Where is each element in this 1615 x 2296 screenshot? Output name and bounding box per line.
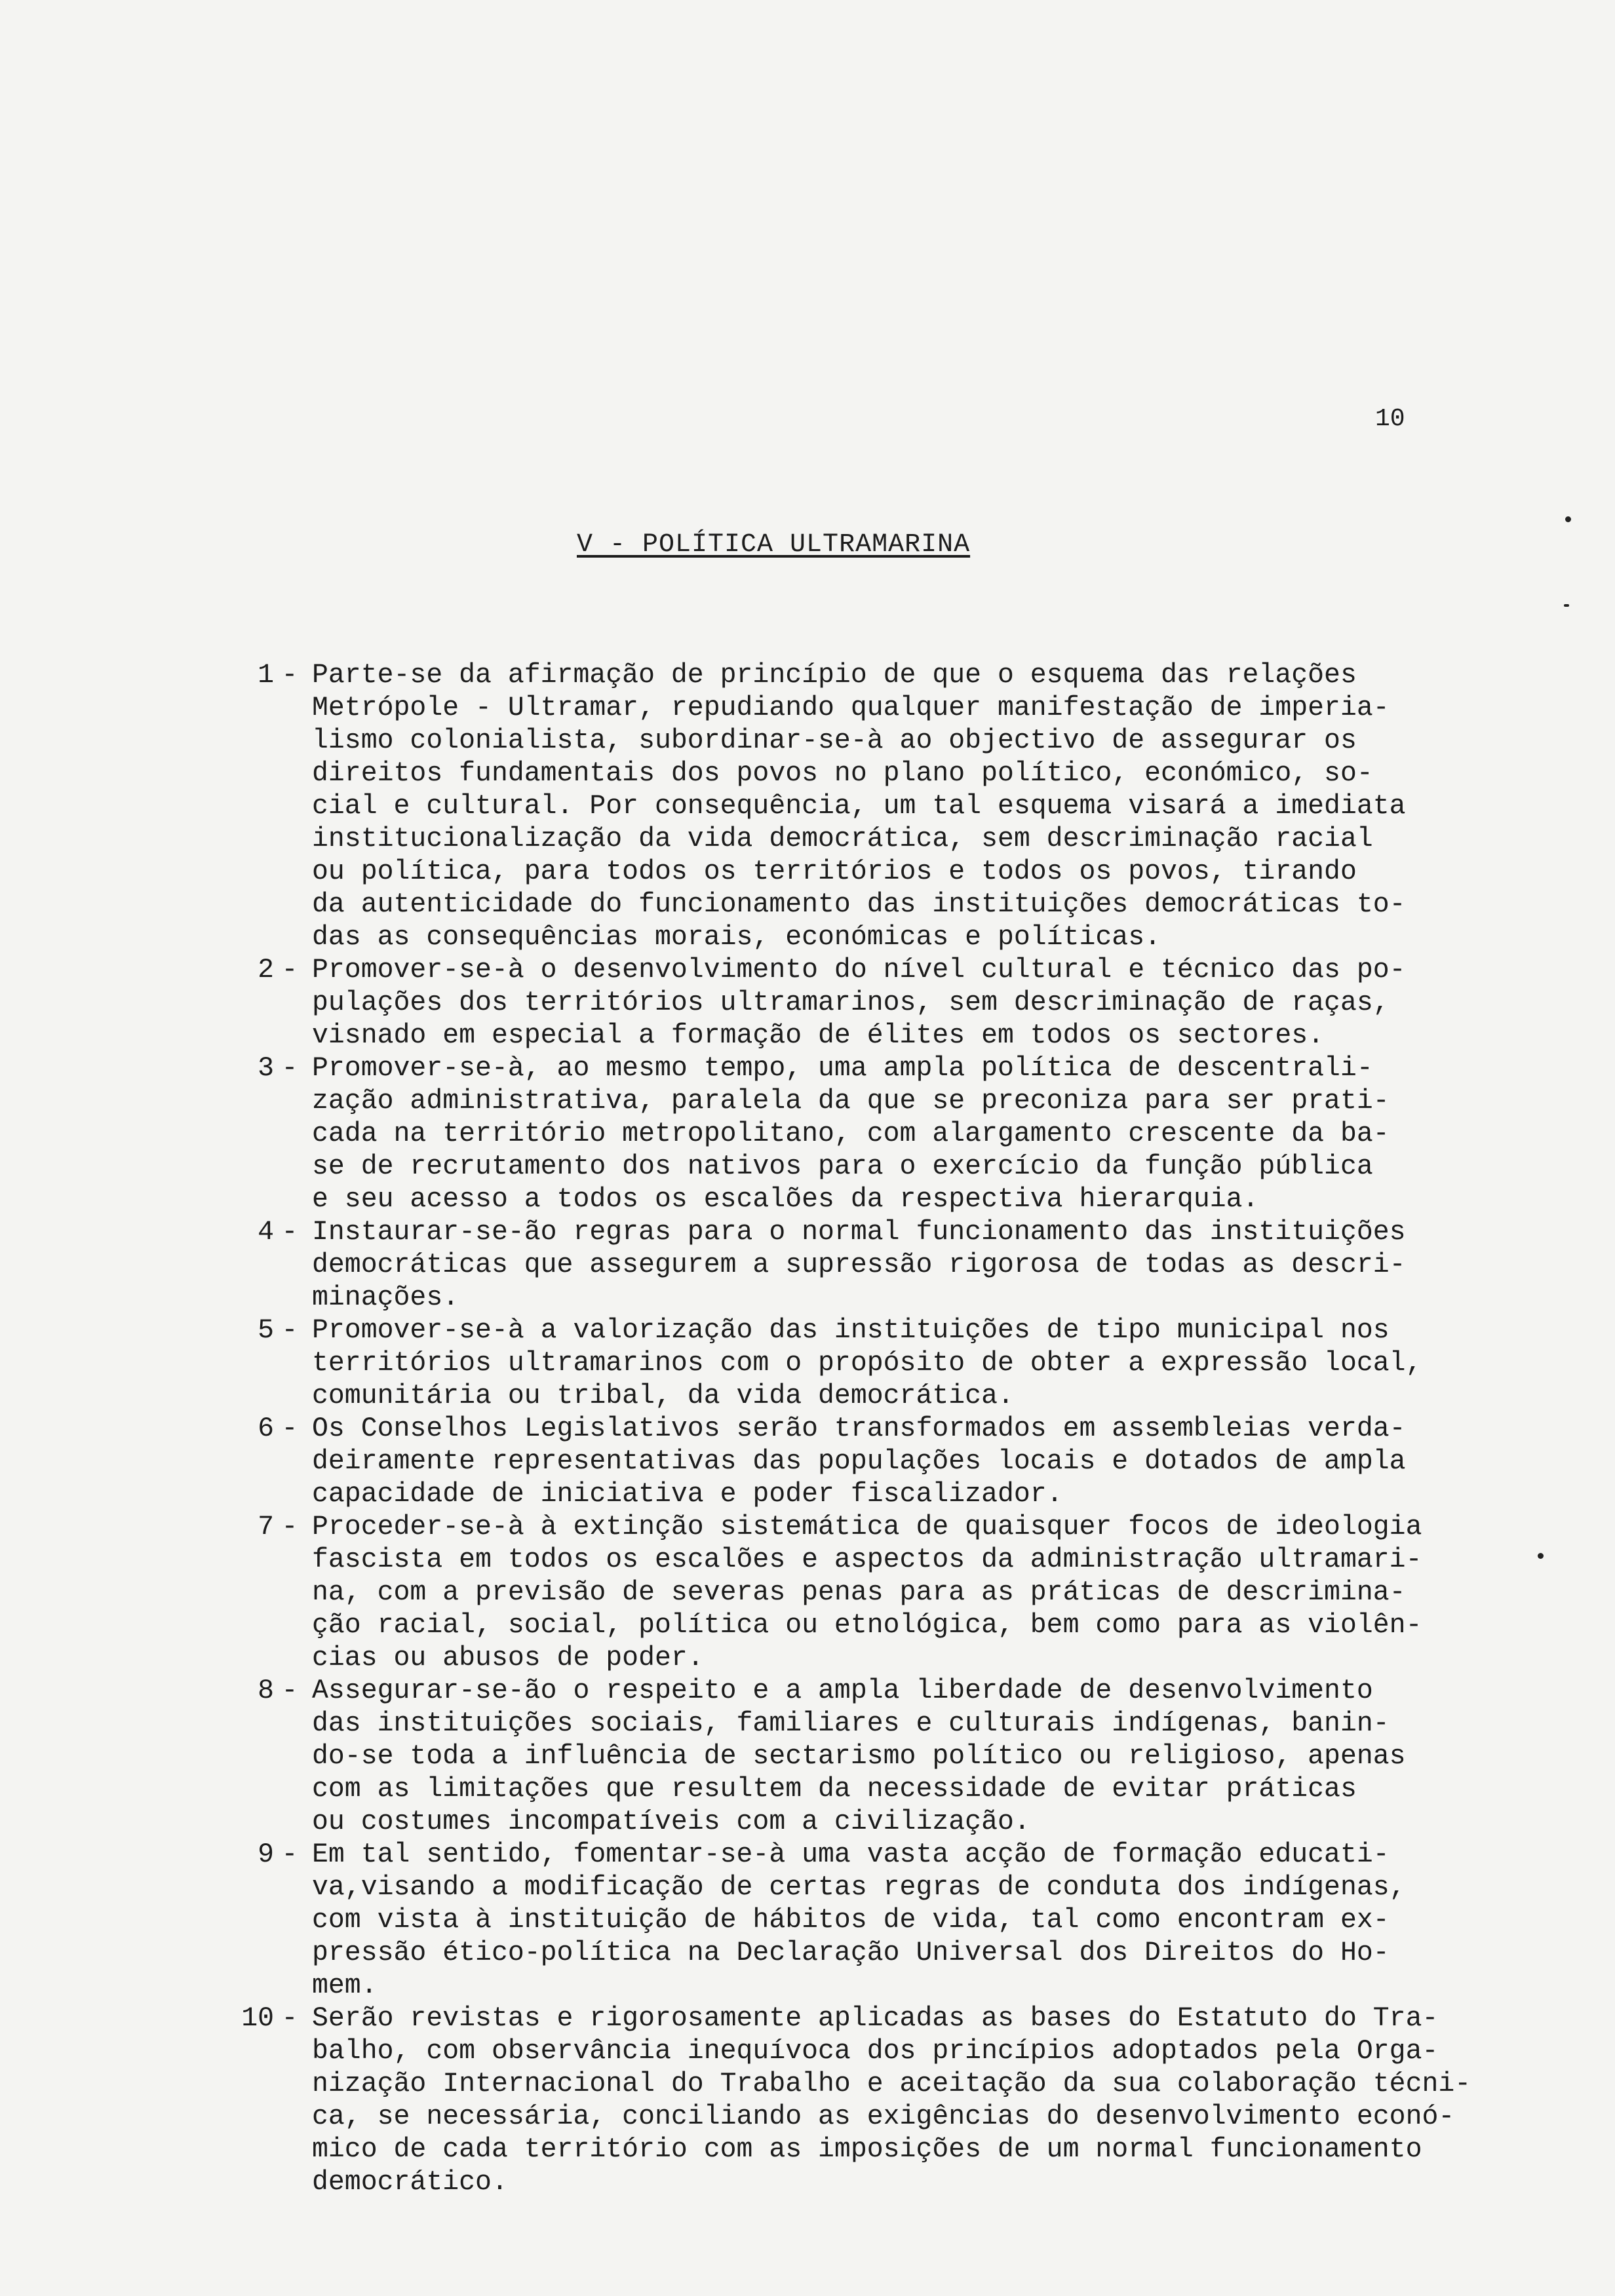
item-text-line: institucionalização da vida democrática, sem descriminação racial <box>312 824 1373 854</box>
policy-item <box>190 1839 1514 2002</box>
item-text-line: Instaurar-se-ão regras para o normal funcionamento das instituições <box>312 1217 1406 1248</box>
item-number: 7 <box>258 1512 274 1542</box>
item-dash: - <box>281 1839 298 1870</box>
item-text-line: va,visando a modificação de certas regras de conduta dos indígenas, <box>312 1872 1406 1903</box>
margin-dot <box>1564 604 1569 607</box>
item-text-line: zação administrativa, paralela da que se preconiza para ser prati- <box>312 1086 1390 1117</box>
policy-item <box>190 1413 1514 1511</box>
policy-item <box>190 2002 1514 2199</box>
item-dash: - <box>281 1675 298 1706</box>
margin-dot <box>1565 516 1571 522</box>
policy-item <box>190 1216 1514 1314</box>
item-dash: - <box>281 1512 298 1542</box>
item-number: 5 <box>258 1315 274 1346</box>
item-text-line: Proceder-se-à à extinção sistemática de quaisquer focos de ideologia <box>312 1512 1422 1542</box>
item-dash: - <box>281 1315 298 1346</box>
section-heading <box>577 529 970 561</box>
item-dash: - <box>281 660 298 691</box>
item-text-line: se de recrutamento dos nativos para o exercício da função pública <box>312 1151 1373 1182</box>
item-text-line: e seu acesso a todos os escalões da respectiva hierarquia. <box>312 1184 1259 1215</box>
item-text-line: com vista à instituição de hábitos de vida, tal como encontram ex- <box>312 1905 1390 1936</box>
item-text-line: democráticas que assegurem a supressão rigorosa de todas as descri- <box>312 1250 1406 1280</box>
item-text-line: Promover-se-à a valorização das instituições de tipo municipal nos <box>312 1315 1390 1346</box>
item-text-line: deiramente representativas das populações locais e dotados de ampla <box>312 1446 1406 1477</box>
item-text-line: ou política, para todos os territórios e todos os povos, tirando <box>312 856 1357 887</box>
item-text-line: cial e cultural. Por consequência, um tal esquema visará a imediata <box>312 791 1406 822</box>
item-dash: - <box>281 2003 298 2034</box>
item-text-line: ca, se necessária, conciliando as exigências do desenvolvimento econó- <box>312 2101 1455 2132</box>
item-text-line: Parte-se da afirmação de princípio de que o esquema das relações <box>312 660 1357 691</box>
item-text-line: ção racial, social, política ou etnológica, bem como para as violên- <box>312 1610 1422 1641</box>
item-text-line: Os Conselhos Legislativos serão transformados em assembleias verda- <box>312 1413 1406 1444</box>
item-text <box>312 2002 1514 2199</box>
policy-item <box>190 1052 1514 1216</box>
item-number: 8 <box>258 1675 274 1706</box>
item-text <box>312 1052 1514 1216</box>
policy-item <box>190 1314 1514 1413</box>
item-text-line: mem. <box>312 1970 378 2001</box>
item-number: 3 <box>258 1053 274 1084</box>
item-text-line: das instituições sociais, familiares e culturais indígenas, banin- <box>312 1708 1390 1739</box>
item-text-line: do-se toda a influência de sectarismo político ou religioso, apenas <box>312 1741 1406 1772</box>
item-text-line: nização Internacional do Trabalho e aceitação da sua colaboração técni- <box>312 2069 1471 2099</box>
item-text <box>312 954 1514 1052</box>
item-text-line: democrático. <box>312 2167 508 2198</box>
policy-item <box>190 659 1514 954</box>
item-text-line: cada na território metropolitano, com alargamento crescente da ba- <box>312 1119 1390 1149</box>
item-text-line: minações. <box>312 1282 459 1313</box>
item-text-line: Metrópole - Ultramar, repudiando qualquer manifestação de imperia- <box>312 693 1390 723</box>
item-text <box>312 1216 1514 1314</box>
item-text-line: Assegurar-se-ão o respeito e a ampla liberdade de desenvolvimento <box>312 1675 1373 1706</box>
item-text <box>312 659 1514 954</box>
item-text-line: mico de cada território com as imposições de um normal funcionamento <box>312 2134 1422 2165</box>
item-text-line: territórios ultramarinos com o propósito de obter a expressão local, <box>312 1348 1422 1379</box>
item-dash: - <box>281 1217 298 1248</box>
item-number: 10 <box>241 2003 274 2034</box>
policy-item <box>190 954 1514 1052</box>
item-text <box>312 1314 1514 1413</box>
item-text-line: direitos fundamentais dos povos no plano político, económico, so- <box>312 758 1373 789</box>
margin-dot <box>1538 1553 1544 1559</box>
item-text-line: comunitária ou tribal, da vida democrática. <box>312 1381 1014 1411</box>
item-text-line: pressão ético-política na Declaração Universal dos Direitos do Ho- <box>312 1938 1390 1968</box>
item-text-line: cias ou abusos de poder. <box>312 1643 704 1674</box>
item-text-line: capacidade de iniciativa e poder fiscalizador. <box>312 1479 1063 1510</box>
item-text-line: Promover-se-à o desenvolvimento do nível cultural e técnico das po- <box>312 955 1406 985</box>
item-text <box>312 1675 1514 1839</box>
item-text-line: das as consequências morais, económicas e políticas. <box>312 922 1161 953</box>
item-text-line: na, com a previsão de severas penas para as práticas de descrimina- <box>312 1577 1406 1608</box>
item-number: 4 <box>258 1217 274 1248</box>
item-text-line: lismo colonialista, subordinar-se-à ao objectivo de assegurar os <box>312 725 1357 756</box>
item-text-line: Promover-se-à, ao mesmo tempo, uma ampla política de descentrali- <box>312 1053 1373 1084</box>
item-text <box>312 1511 1514 1675</box>
item-text-line: visnado em especial a formação de élites em todos os sectores. <box>312 1020 1325 1051</box>
item-dash: - <box>281 1413 298 1444</box>
policy-list <box>190 659 1514 2199</box>
item-number: 6 <box>258 1413 274 1444</box>
item-dash: - <box>281 955 298 985</box>
item-number: 2 <box>258 955 274 985</box>
item-text <box>312 1839 1514 2002</box>
page-number: 10 <box>1375 405 1405 433</box>
item-text-line: ou costumes incompatíveis com a civilização. <box>312 1807 1030 1837</box>
section-heading-text: V - POLÍTICA ULTRAMARINA <box>577 530 971 560</box>
item-dash: - <box>281 1053 298 1084</box>
item-text-line: da autenticidade do funcionamento das instituições democráticas to- <box>312 889 1406 920</box>
policy-item <box>190 1511 1514 1675</box>
item-text-line: fascista em todos os escalões e aspectos da administração ultramari- <box>312 1544 1422 1575</box>
item-text-line: Serão revistas e rigorosamente aplicadas as bases do Estatuto do Tra- <box>312 2003 1439 2034</box>
item-text-line: pulações dos territórios ultramarinos, sem descriminação de raças, <box>312 987 1390 1018</box>
item-text <box>312 1413 1514 1511</box>
item-number: 9 <box>258 1839 274 1870</box>
item-number: 1 <box>258 660 274 691</box>
item-text-line: com as limitações que resultem da necessidade de evitar práticas <box>312 1774 1357 1805</box>
policy-item <box>190 1675 1514 1839</box>
item-text-line: balho, com observância inequívoca dos princípios adoptados pela Orga- <box>312 2036 1439 2067</box>
item-text-line: Em tal sentido, fomentar-se-à uma vasta acção de formação educati- <box>312 1839 1390 1870</box>
